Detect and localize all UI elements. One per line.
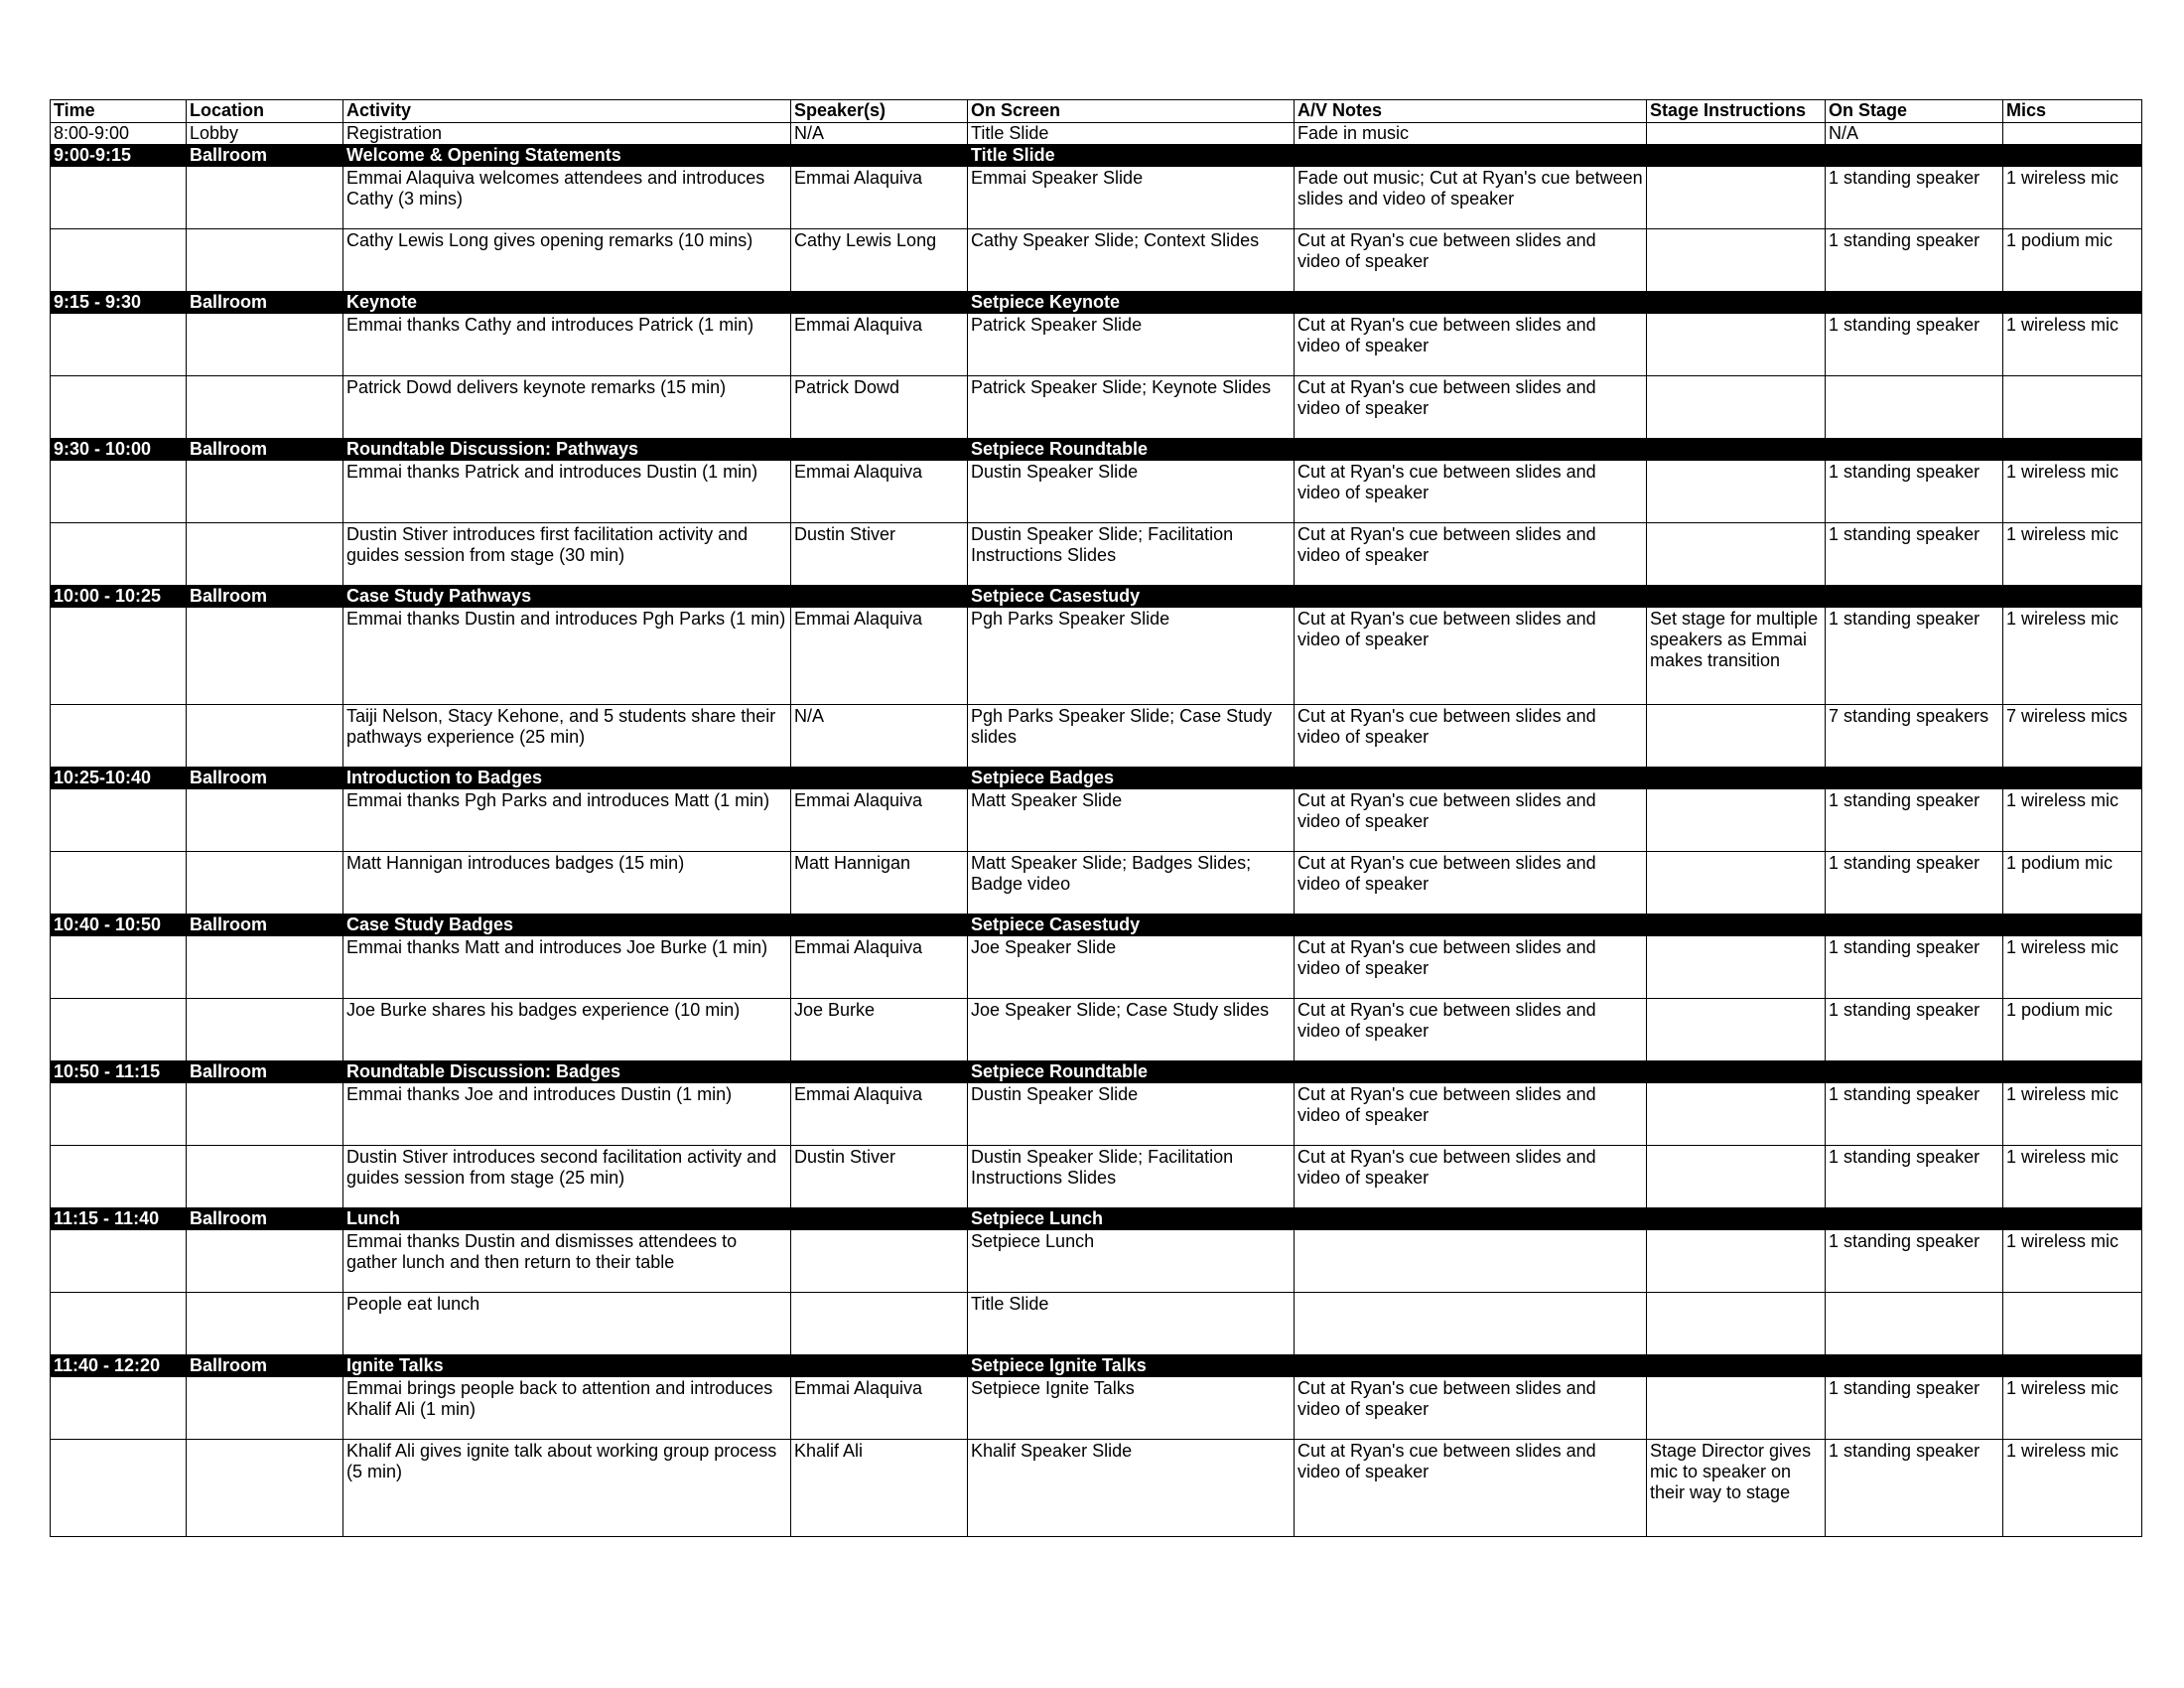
cell-stage-instructions bbox=[1647, 705, 1826, 768]
cell-stage-instructions: Set stage for multiple speakers as Emmai makes transition bbox=[1647, 608, 1826, 705]
section-empty-cell bbox=[1295, 1061, 1647, 1083]
cell-av-notes: Cut at Ryan's cue between slides and video of speaker bbox=[1295, 229, 1647, 292]
cell-location bbox=[187, 999, 343, 1061]
section-time: 11:40 - 12:20 bbox=[51, 1355, 187, 1377]
cell-on-stage: 1 standing speaker bbox=[1826, 852, 2003, 914]
cell-speakers: Dustin Stiver bbox=[791, 523, 968, 586]
cell-mics: 1 wireless mic bbox=[2003, 608, 2142, 705]
section-empty-cell bbox=[1826, 145, 2003, 167]
cell-on-stage bbox=[1826, 376, 2003, 439]
cell-on-screen: Dustin Speaker Slide bbox=[968, 1083, 1295, 1146]
cell-av-notes: Cut at Ryan's cue between slides and video of speaker bbox=[1295, 789, 1647, 852]
cell-location bbox=[187, 1230, 343, 1293]
cell-mics: 1 wireless mic bbox=[2003, 523, 2142, 586]
cell-location bbox=[187, 1440, 343, 1537]
cell-on-screen: Patrick Speaker Slide bbox=[968, 314, 1295, 376]
section-empty-cell bbox=[1295, 439, 1647, 461]
cell-av-notes: Cut at Ryan's cue between slides and video of speaker bbox=[1295, 523, 1647, 586]
section-activity: Case Study Pathways bbox=[343, 586, 791, 608]
cell-on-screen: Title Slide bbox=[968, 1293, 1295, 1355]
cell-stage-instructions bbox=[1647, 1293, 1826, 1355]
cell-on-stage: 1 standing speaker bbox=[1826, 229, 2003, 292]
cell-av-notes: Cut at Ryan's cue between slides and video of speaker bbox=[1295, 314, 1647, 376]
cell-activity: Khalif Ali gives ignite talk about working group process (5 min) bbox=[343, 1440, 791, 1537]
header-speakers: Speaker(s) bbox=[791, 100, 968, 123]
section-time: 9:15 - 9:30 bbox=[51, 292, 187, 314]
cell-mics: 1 wireless mic bbox=[2003, 461, 2142, 523]
cell-activity: Emmai thanks Dustin and introduces Pgh Parks (1 min) bbox=[343, 608, 791, 705]
cell-on-stage: 7 standing speakers bbox=[1826, 705, 2003, 768]
cell-mics: 7 wireless mics bbox=[2003, 705, 2142, 768]
cell-speakers: Emmai Alaquiva bbox=[791, 1083, 968, 1146]
cell-on-stage: 1 standing speaker bbox=[1826, 1083, 2003, 1146]
section-empty-cell bbox=[1295, 1355, 1647, 1377]
cell-activity: Emmai thanks Dustin and dismisses attendees to gather lunch and then return to their table bbox=[343, 1230, 791, 1293]
cell-location bbox=[187, 461, 343, 523]
cell-location bbox=[187, 852, 343, 914]
table-row bbox=[51, 1440, 2142, 1537]
header-activity: Activity bbox=[343, 100, 791, 123]
cell-time bbox=[51, 167, 187, 229]
section-empty-cell bbox=[1647, 145, 1826, 167]
section-on-screen: Setpiece Casestudy bbox=[968, 586, 1295, 608]
header-mics: Mics bbox=[2003, 100, 2142, 123]
cell-av-notes: Cut at Ryan's cue between slides and video of speaker bbox=[1295, 999, 1647, 1061]
section-empty-cell bbox=[1826, 586, 2003, 608]
cell-on-screen: Matt Speaker Slide bbox=[968, 789, 1295, 852]
section-empty-cell bbox=[2003, 768, 2142, 789]
section-empty-cell bbox=[2003, 586, 2142, 608]
cell-stage-instructions bbox=[1647, 229, 1826, 292]
section-activity: Roundtable Discussion: Pathways bbox=[343, 439, 791, 461]
section-time: 9:30 - 10:00 bbox=[51, 439, 187, 461]
cell-av-notes: Cut at Ryan's cue between slides and video of speaker bbox=[1295, 608, 1647, 705]
section-speakers-empty bbox=[791, 292, 968, 314]
section-activity: Introduction to Badges bbox=[343, 768, 791, 789]
section-on-screen: Setpiece Lunch bbox=[968, 1208, 1295, 1230]
cell-time bbox=[51, 789, 187, 852]
cell-av-notes: Cut at Ryan's cue between slides and video of speaker bbox=[1295, 852, 1647, 914]
section-empty-cell bbox=[1295, 586, 1647, 608]
section-empty-cell bbox=[1826, 1208, 2003, 1230]
cell-on-stage: 1 standing speaker bbox=[1826, 461, 2003, 523]
cell-on-screen: Joe Speaker Slide bbox=[968, 936, 1295, 999]
cell-speakers: Emmai Alaquiva bbox=[791, 936, 968, 999]
section-empty-cell bbox=[2003, 439, 2142, 461]
section-empty-cell bbox=[1826, 1355, 2003, 1377]
table-row bbox=[51, 608, 2142, 705]
cell-on-screen: Emmai Speaker Slide bbox=[968, 167, 1295, 229]
cell-speakers: Patrick Dowd bbox=[791, 376, 968, 439]
cell-av-notes: Cut at Ryan's cue between slides and video of speaker bbox=[1295, 1146, 1647, 1208]
cell-activity: Patrick Dowd delivers keynote remarks (15 min) bbox=[343, 376, 791, 439]
section-empty-cell bbox=[1647, 439, 1826, 461]
section-on-screen: Setpiece Casestudy bbox=[968, 914, 1295, 936]
section-speakers-empty bbox=[791, 586, 968, 608]
cell-speakers: Emmai Alaquiva bbox=[791, 789, 968, 852]
section-empty-cell bbox=[2003, 292, 2142, 314]
section-on-screen: Setpiece Badges bbox=[968, 768, 1295, 789]
cell-time bbox=[51, 1377, 187, 1440]
cell-activity: Dustin Stiver introduces second facilitation activity and guides session from stage (25 min) bbox=[343, 1146, 791, 1208]
section-activity: Welcome & Opening Statements bbox=[343, 145, 791, 167]
cell-stage-instructions bbox=[1647, 314, 1826, 376]
cell-on-stage: 1 standing speaker bbox=[1826, 608, 2003, 705]
section-header-row bbox=[51, 439, 2142, 461]
table-row bbox=[51, 1293, 2142, 1355]
section-empty-cell bbox=[1826, 768, 2003, 789]
table-row bbox=[51, 523, 2142, 586]
section-header-row bbox=[51, 292, 2142, 314]
cell-time bbox=[51, 523, 187, 586]
cell-on-stage: 1 standing speaker bbox=[1826, 1230, 2003, 1293]
cell-location bbox=[187, 705, 343, 768]
cell-stage-instructions bbox=[1647, 1146, 1826, 1208]
cell-stage-instructions bbox=[1647, 789, 1826, 852]
table-row bbox=[51, 1377, 2142, 1440]
cell-stage-instructions bbox=[1647, 852, 1826, 914]
cell-on-screen: Patrick Speaker Slide; Keynote Slides bbox=[968, 376, 1295, 439]
cell-mics: 1 podium mic bbox=[2003, 852, 2142, 914]
cell-mics: 1 podium mic bbox=[2003, 229, 2142, 292]
section-empty-cell bbox=[1826, 439, 2003, 461]
cell-on-screen: Matt Speaker Slide; Badges Slides; Badge video bbox=[968, 852, 1295, 914]
cell-activity: Joe Burke shares his badges experience (10 min) bbox=[343, 999, 791, 1061]
section-on-screen: Setpiece Roundtable bbox=[968, 1061, 1295, 1083]
cell-mics bbox=[2003, 123, 2142, 145]
table-body bbox=[51, 123, 2142, 1537]
cell-on-screen: Cathy Speaker Slide; Context Slides bbox=[968, 229, 1295, 292]
section-empty-cell bbox=[1826, 1061, 2003, 1083]
table-row bbox=[51, 852, 2142, 914]
section-activity: Roundtable Discussion: Badges bbox=[343, 1061, 791, 1083]
cell-speakers: Dustin Stiver bbox=[791, 1146, 968, 1208]
section-location: Ballroom bbox=[187, 145, 343, 167]
section-location: Ballroom bbox=[187, 768, 343, 789]
cell-av-notes: Cut at Ryan's cue between slides and video of speaker bbox=[1295, 1083, 1647, 1146]
cell-speakers bbox=[791, 1293, 968, 1355]
cell-stage-instructions bbox=[1647, 999, 1826, 1061]
cell-on-stage: 1 standing speaker bbox=[1826, 523, 2003, 586]
cell-on-stage: 1 standing speaker bbox=[1826, 167, 2003, 229]
cell-speakers: Matt Hannigan bbox=[791, 852, 968, 914]
section-header-row bbox=[51, 1355, 2142, 1377]
cell-activity: Registration bbox=[343, 123, 791, 145]
cell-on-screen: Pgh Parks Speaker Slide bbox=[968, 608, 1295, 705]
cell-mics: 1 wireless mic bbox=[2003, 789, 2142, 852]
cell-speakers: N/A bbox=[791, 123, 968, 145]
section-time: 11:15 - 11:40 bbox=[51, 1208, 187, 1230]
cell-av-notes: Fade in music bbox=[1295, 123, 1647, 145]
cell-av-notes: Cut at Ryan's cue between slides and video of speaker bbox=[1295, 936, 1647, 999]
section-speakers-empty bbox=[791, 914, 968, 936]
section-empty-cell bbox=[1647, 586, 1826, 608]
table-row bbox=[51, 936, 2142, 999]
cell-location bbox=[187, 1083, 343, 1146]
cell-stage-instructions bbox=[1647, 523, 1826, 586]
section-empty-cell bbox=[1647, 1208, 1826, 1230]
cell-mics: 1 wireless mic bbox=[2003, 1083, 2142, 1146]
section-location: Ballroom bbox=[187, 1061, 343, 1083]
section-on-screen: Setpiece Ignite Talks bbox=[968, 1355, 1295, 1377]
table-row bbox=[51, 376, 2142, 439]
cell-on-screen: Setpiece Ignite Talks bbox=[968, 1377, 1295, 1440]
section-empty-cell bbox=[1295, 292, 1647, 314]
cell-speakers: Emmai Alaquiva bbox=[791, 167, 968, 229]
section-header-row bbox=[51, 586, 2142, 608]
cell-time bbox=[51, 999, 187, 1061]
section-location: Ballroom bbox=[187, 439, 343, 461]
cell-mics: 1 wireless mic bbox=[2003, 1440, 2142, 1537]
section-location: Ballroom bbox=[187, 1208, 343, 1230]
section-on-screen: Setpiece Keynote bbox=[968, 292, 1295, 314]
cell-time bbox=[51, 314, 187, 376]
section-on-screen: Title Slide bbox=[968, 145, 1295, 167]
section-empty-cell bbox=[2003, 145, 2142, 167]
cell-location bbox=[187, 229, 343, 292]
cell-on-stage: 1 standing speaker bbox=[1826, 1377, 2003, 1440]
cell-stage-instructions bbox=[1647, 167, 1826, 229]
cell-on-screen: Title Slide bbox=[968, 123, 1295, 145]
cell-on-screen: Joe Speaker Slide; Case Study slides bbox=[968, 999, 1295, 1061]
cell-on-screen: Dustin Speaker Slide bbox=[968, 461, 1295, 523]
section-empty-cell bbox=[2003, 1061, 2142, 1083]
cell-stage-instructions bbox=[1647, 1377, 1826, 1440]
cell-time bbox=[51, 1293, 187, 1355]
cell-stage-instructions bbox=[1647, 1083, 1826, 1146]
cell-speakers: Joe Burke bbox=[791, 999, 968, 1061]
section-time: 10:00 - 10:25 bbox=[51, 586, 187, 608]
cell-av-notes bbox=[1295, 1230, 1647, 1293]
cell-mics: 1 wireless mic bbox=[2003, 936, 2142, 999]
cell-av-notes: Cut at Ryan's cue between slides and video of speaker bbox=[1295, 1377, 1647, 1440]
cell-mics bbox=[2003, 1293, 2142, 1355]
section-empty-cell bbox=[1295, 1208, 1647, 1230]
header-location: Location bbox=[187, 100, 343, 123]
cell-activity: Emmai brings people back to attention and introduces Khalif Ali (1 min) bbox=[343, 1377, 791, 1440]
table-row bbox=[51, 789, 2142, 852]
cell-time bbox=[51, 1440, 187, 1537]
section-location: Ballroom bbox=[187, 586, 343, 608]
section-time: 10:50 - 11:15 bbox=[51, 1061, 187, 1083]
registration-row bbox=[51, 123, 2142, 145]
cell-speakers: Emmai Alaquiva bbox=[791, 1377, 968, 1440]
section-time: 10:25-10:40 bbox=[51, 768, 187, 789]
cell-activity: Taiji Nelson, Stacy Kehone, and 5 students share their pathways experience (25 min) bbox=[343, 705, 791, 768]
section-empty-cell bbox=[1647, 768, 1826, 789]
header-on-stage: On Stage bbox=[1826, 100, 2003, 123]
cell-location bbox=[187, 376, 343, 439]
table-row bbox=[51, 229, 2142, 292]
cell-mics: 1 wireless mic bbox=[2003, 314, 2142, 376]
cell-on-stage: 1 standing speaker bbox=[1826, 936, 2003, 999]
cell-activity: Cathy Lewis Long gives opening remarks (10 mins) bbox=[343, 229, 791, 292]
cell-on-screen: Dustin Speaker Slide; Facilitation Instructions Slides bbox=[968, 1146, 1295, 1208]
cell-time: 8:00-9:00 bbox=[51, 123, 187, 145]
cell-location bbox=[187, 936, 343, 999]
cell-activity: Emmai thanks Joe and introduces Dustin (1 min) bbox=[343, 1083, 791, 1146]
section-speakers-empty bbox=[791, 439, 968, 461]
section-header-row bbox=[51, 1061, 2142, 1083]
cell-stage-instructions bbox=[1647, 123, 1826, 145]
header-on-screen: On Screen bbox=[968, 100, 1295, 123]
section-activity: Keynote bbox=[343, 292, 791, 314]
cell-speakers: Emmai Alaquiva bbox=[791, 461, 968, 523]
cell-time bbox=[51, 608, 187, 705]
section-location: Ballroom bbox=[187, 914, 343, 936]
cell-location bbox=[187, 608, 343, 705]
cell-mics: 1 wireless mic bbox=[2003, 167, 2142, 229]
section-header-row bbox=[51, 914, 2142, 936]
header-row bbox=[51, 100, 2142, 123]
section-activity: Ignite Talks bbox=[343, 1355, 791, 1377]
section-speakers-empty bbox=[791, 1208, 968, 1230]
table-row bbox=[51, 999, 2142, 1061]
cell-location bbox=[187, 1146, 343, 1208]
cell-on-stage: 1 standing speaker bbox=[1826, 1146, 2003, 1208]
cell-time bbox=[51, 852, 187, 914]
table-row bbox=[51, 1230, 2142, 1293]
cell-av-notes bbox=[1295, 1293, 1647, 1355]
section-time: 9:00-9:15 bbox=[51, 145, 187, 167]
section-empty-cell bbox=[1295, 914, 1647, 936]
cell-time bbox=[51, 705, 187, 768]
cell-mics: 1 podium mic bbox=[2003, 999, 2142, 1061]
cell-time bbox=[51, 1083, 187, 1146]
cell-speakers: Emmai Alaquiva bbox=[791, 314, 968, 376]
cell-speakers: Emmai Alaquiva bbox=[791, 608, 968, 705]
section-speakers-empty bbox=[791, 1355, 968, 1377]
section-location: Ballroom bbox=[187, 1355, 343, 1377]
cell-location bbox=[187, 523, 343, 586]
section-empty-cell bbox=[1826, 292, 2003, 314]
section-activity: Case Study Badges bbox=[343, 914, 791, 936]
cell-time bbox=[51, 376, 187, 439]
cell-activity: Emmai Alaquiva welcomes attendees and introduces Cathy (3 mins) bbox=[343, 167, 791, 229]
section-location: Ballroom bbox=[187, 292, 343, 314]
cell-on-screen: Setpiece Lunch bbox=[968, 1230, 1295, 1293]
cell-activity: Matt Hannigan introduces badges (15 min) bbox=[343, 852, 791, 914]
cell-time bbox=[51, 229, 187, 292]
cell-on-stage bbox=[1826, 1293, 2003, 1355]
cell-av-notes: Cut at Ryan's cue between slides and video of speaker bbox=[1295, 461, 1647, 523]
section-empty-cell bbox=[1295, 145, 1647, 167]
cell-on-screen: Khalif Speaker Slide bbox=[968, 1440, 1295, 1537]
cell-av-notes: Cut at Ryan's cue between slides and video of speaker bbox=[1295, 1440, 1647, 1537]
section-speakers-empty bbox=[791, 1061, 968, 1083]
cell-location bbox=[187, 314, 343, 376]
section-empty-cell bbox=[1295, 768, 1647, 789]
cell-stage-instructions bbox=[1647, 936, 1826, 999]
cell-on-stage: 1 standing speaker bbox=[1826, 789, 2003, 852]
cell-time bbox=[51, 1146, 187, 1208]
cell-on-stage: 1 standing speaker bbox=[1826, 999, 2003, 1061]
section-header-row bbox=[51, 145, 2142, 167]
run-of-show-table bbox=[50, 99, 2142, 1537]
section-empty-cell bbox=[1647, 1061, 1826, 1083]
section-empty-cell bbox=[2003, 914, 2142, 936]
cell-time bbox=[51, 936, 187, 999]
cell-time bbox=[51, 1230, 187, 1293]
cell-activity: People eat lunch bbox=[343, 1293, 791, 1355]
cell-mics: 1 wireless mic bbox=[2003, 1146, 2142, 1208]
table-row bbox=[51, 1083, 2142, 1146]
table-row bbox=[51, 461, 2142, 523]
header-stage-instructions: Stage Instructions bbox=[1647, 100, 1826, 123]
header-av-notes: A/V Notes bbox=[1295, 100, 1647, 123]
cell-location bbox=[187, 167, 343, 229]
section-header-row bbox=[51, 1208, 2142, 1230]
section-activity: Lunch bbox=[343, 1208, 791, 1230]
cell-location bbox=[187, 1377, 343, 1440]
section-empty-cell bbox=[1647, 914, 1826, 936]
cell-stage-instructions: Stage Director gives mic to speaker on their way to stage bbox=[1647, 1440, 1826, 1537]
section-speakers-empty bbox=[791, 768, 968, 789]
header-time: Time bbox=[51, 100, 187, 123]
cell-stage-instructions bbox=[1647, 461, 1826, 523]
section-empty-cell bbox=[1826, 914, 2003, 936]
cell-speakers: Khalif Ali bbox=[791, 1440, 968, 1537]
cell-mics: 1 wireless mic bbox=[2003, 1377, 2142, 1440]
cell-on-screen: Pgh Parks Speaker Slide; Case Study slides bbox=[968, 705, 1295, 768]
cell-speakers: Cathy Lewis Long bbox=[791, 229, 968, 292]
cell-speakers bbox=[791, 1230, 968, 1293]
cell-activity: Dustin Stiver introduces first facilitation activity and guides session from stage (30 min) bbox=[343, 523, 791, 586]
cell-activity: Emmai thanks Pgh Parks and introduces Matt (1 min) bbox=[343, 789, 791, 852]
section-empty-cell bbox=[2003, 1208, 2142, 1230]
table-row bbox=[51, 705, 2142, 768]
section-empty-cell bbox=[1647, 292, 1826, 314]
cell-av-notes: Fade out music; Cut at Ryan's cue between slides and video of speaker bbox=[1295, 167, 1647, 229]
cell-activity: Emmai thanks Matt and introduces Joe Burke (1 min) bbox=[343, 936, 791, 999]
cell-time bbox=[51, 461, 187, 523]
section-time: 10:40 - 10:50 bbox=[51, 914, 187, 936]
section-empty-cell bbox=[1647, 1355, 1826, 1377]
section-header-row bbox=[51, 768, 2142, 789]
cell-speakers: N/A bbox=[791, 705, 968, 768]
cell-location bbox=[187, 1293, 343, 1355]
table-row bbox=[51, 167, 2142, 229]
cell-mics: 1 wireless mic bbox=[2003, 1230, 2142, 1293]
cell-on-screen: Dustin Speaker Slide; Facilitation Instructions Slides bbox=[968, 523, 1295, 586]
cell-on-stage: 1 standing speaker bbox=[1826, 1440, 2003, 1537]
cell-on-stage: 1 standing speaker bbox=[1826, 314, 2003, 376]
table-row bbox=[51, 1146, 2142, 1208]
cell-location: Lobby bbox=[187, 123, 343, 145]
cell-location bbox=[187, 789, 343, 852]
cell-on-stage: N/A bbox=[1826, 123, 2003, 145]
section-empty-cell bbox=[2003, 1355, 2142, 1377]
cell-stage-instructions bbox=[1647, 376, 1826, 439]
cell-activity: Emmai thanks Cathy and introduces Patrick (1 min) bbox=[343, 314, 791, 376]
cell-stage-instructions bbox=[1647, 1230, 1826, 1293]
cell-av-notes: Cut at Ryan's cue between slides and video of speaker bbox=[1295, 705, 1647, 768]
cell-mics bbox=[2003, 376, 2142, 439]
table-row bbox=[51, 314, 2142, 376]
cell-activity: Emmai thanks Patrick and introduces Dustin (1 min) bbox=[343, 461, 791, 523]
section-speakers-empty bbox=[791, 145, 968, 167]
section-on-screen: Setpiece Roundtable bbox=[968, 439, 1295, 461]
cell-av-notes: Cut at Ryan's cue between slides and video of speaker bbox=[1295, 376, 1647, 439]
